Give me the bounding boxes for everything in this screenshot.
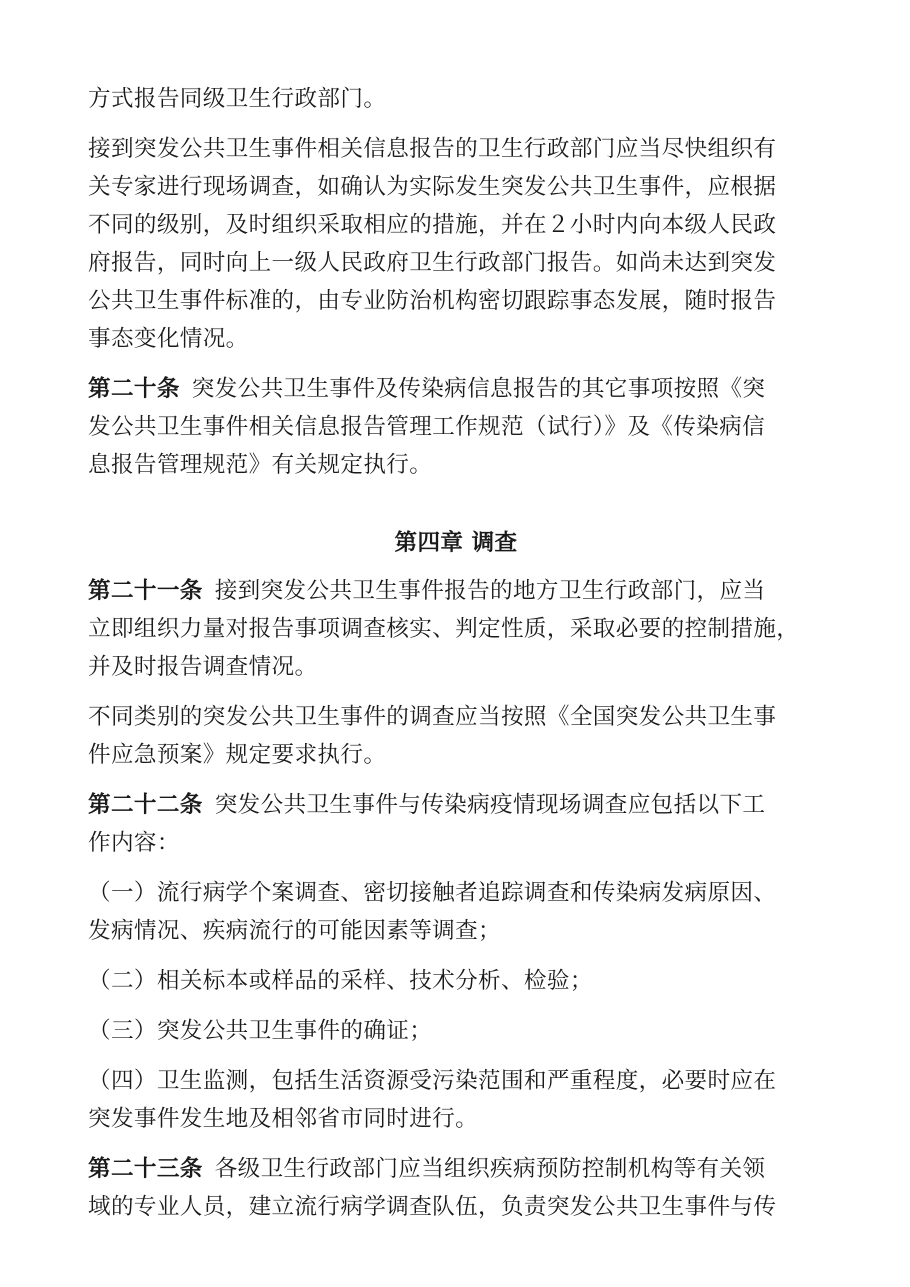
article-number: 第二十三条 <box>88 1156 203 1182</box>
line-text: 域的专业人员，建立流行病学调查队伍，负责突发公共卫生事件与传 <box>88 1194 777 1220</box>
text-line <box>88 648 824 686</box>
chapter-heading: 第四章 调查 <box>394 530 518 556</box>
article-number: 第二十二条 <box>88 792 203 818</box>
line-text: 立即组织力量对报告事项调查核实、判定性质，采取必要的控制措施， <box>88 616 800 642</box>
body-paragraph <box>88 962 824 1000</box>
text-line <box>88 80 824 118</box>
line-text: 发公共卫生事件相关信息报告管理工作规范（试行）》及《传染病信 <box>88 414 766 440</box>
body-paragraph <box>88 80 824 118</box>
text-line <box>88 874 824 912</box>
text-line <box>88 1188 824 1226</box>
text-line <box>88 130 824 168</box>
text-line <box>88 370 824 408</box>
text-line <box>88 1150 824 1188</box>
body-paragraph <box>88 1012 824 1050</box>
body-paragraph <box>88 1062 824 1138</box>
body-paragraph <box>88 130 824 358</box>
line-text: 接到突发公共卫生事件报告的地方卫生行政部门，应当 <box>214 578 766 604</box>
text-line <box>88 446 824 484</box>
line-text: 作内容： <box>88 830 180 856</box>
line-text: 府报告，同时向上一级人民政府卫生行政部门报告。如尚未达到突发 <box>88 250 777 276</box>
line-text: （四）卫生监测，包括生活资源受污染范围和严重程度，必要时应在 <box>88 1068 777 1094</box>
text-line <box>88 572 824 610</box>
text-line <box>88 282 824 320</box>
text-line <box>88 1062 824 1100</box>
line-text: 件应急预案》规定要求执行。 <box>88 742 387 768</box>
text-line <box>88 1012 824 1050</box>
line-text: 关专家进行现场调查，如确认为实际发生突发公共卫生事件，应根据 <box>88 174 777 200</box>
text-line <box>88 786 824 824</box>
text-line <box>88 610 824 648</box>
text-line <box>88 168 824 206</box>
text-line <box>88 912 824 950</box>
text-line <box>88 408 824 446</box>
line-text: 方式报告同级卫生行政部门。 <box>88 86 387 112</box>
line-text: （三）突发公共卫生事件的确证； <box>88 1018 433 1044</box>
body-paragraph <box>88 874 824 950</box>
text-line <box>88 698 824 736</box>
text-line <box>88 244 824 282</box>
article-number: 第二十一条 <box>88 578 203 604</box>
article-paragraph <box>88 786 824 862</box>
line-text: 不同类别的突发公共卫生事件的调查应当按照《全国突发公共卫生事 <box>88 704 777 730</box>
line-text: 公共卫生事件标准的，由专业防治机构密切跟踪事态发展，随时报告 <box>88 288 777 314</box>
article-paragraph <box>88 370 824 484</box>
line-text: 突发事件发生地及相邻省市同时进行。 <box>88 1106 479 1132</box>
text-line <box>88 736 824 774</box>
line-text: （二）相关标本或样品的采样、技术分析、检验； <box>88 968 593 994</box>
section-chapter-four <box>88 572 824 1226</box>
line-text: 发病情况、疾病流行的可能因素等调查； <box>88 918 501 944</box>
line-text: 不同的级别，及时组织采取相应的措施，并在２小时内向本级人民政 <box>88 212 777 238</box>
article-paragraph <box>88 572 824 686</box>
text-line <box>88 320 824 358</box>
article-number: 第二十条 <box>88 376 180 402</box>
line-text: 接到突发公共卫生事件相关信息报告的卫生行政部门应当尽快组织有 <box>88 136 777 162</box>
text-line <box>88 206 824 244</box>
body-paragraph <box>88 698 824 774</box>
article-paragraph <box>88 1150 824 1226</box>
line-text: 并及时报告调查情况。 <box>88 654 318 680</box>
line-text: 事态变化情况。 <box>88 326 249 352</box>
line-text: 各级卫生行政部门应当组织疾病预防控制机构等有关领 <box>214 1156 766 1182</box>
line-text: 息报告管理规范》有关规定执行。 <box>88 452 433 478</box>
section-before-chapter <box>88 80 824 484</box>
text-line <box>88 962 824 1000</box>
document-page <box>88 80 824 1238</box>
line-text: 突发公共卫生事件与传染病疫情现场调查应包括以下工 <box>214 792 766 818</box>
line-text: （一）流行病学个案调查、密切接触者追踪调查和传染病发病原因、 <box>88 880 777 906</box>
text-line <box>88 1100 824 1138</box>
line-text: 突发公共卫生事件及传染病信息报告的其它事项按照《突 <box>191 376 766 402</box>
text-line <box>88 824 824 862</box>
